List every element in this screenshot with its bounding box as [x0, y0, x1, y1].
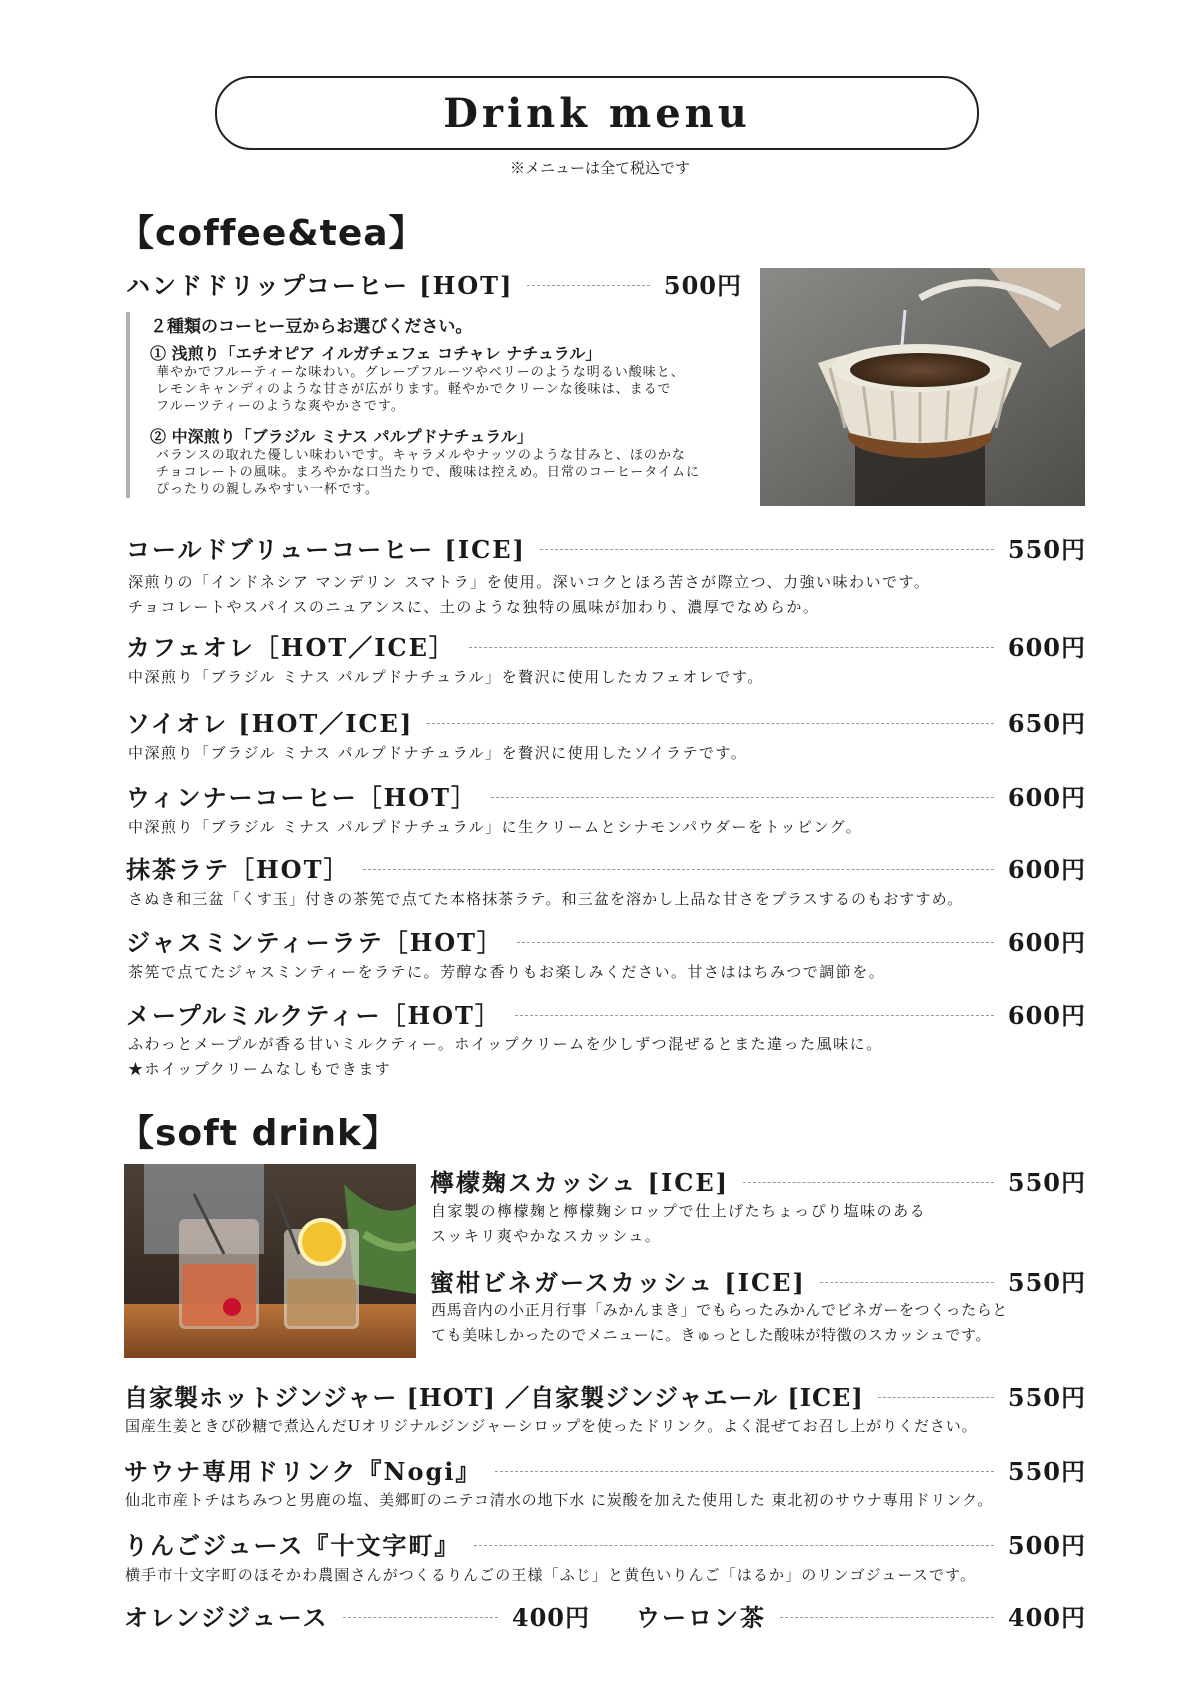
item-name: カフェオレ［HOT／ICE］ — [126, 633, 455, 662]
item-name: ウーロン茶 — [636, 1603, 766, 1632]
leader-line — [474, 1545, 994, 1546]
item-name: ウィンナーコーヒー［HOT］ — [126, 783, 478, 812]
menu-item-sauna-drink — [124, 1452, 1086, 1487]
menu-title: Drink menu — [443, 89, 751, 137]
desc-line: ても美味しかったのでメニューに。きゅっとした酸味が特徴のスカッシュです。 — [431, 1326, 991, 1344]
leader-line — [469, 647, 994, 648]
bean-choice-detail — [126, 312, 770, 498]
leader-line — [495, 1471, 994, 1472]
item-price: 600円 — [1007, 855, 1086, 884]
item-description: 茶筅で点てたジャスミンティーをラテに。芳醇な香りもお楽しみください。甘さははちみつで調節を。 — [128, 963, 886, 981]
menu-item-maple-milk-tea — [126, 996, 1086, 1031]
leader-line — [540, 549, 994, 550]
tax-note: ※メニューは全て税込です — [509, 159, 690, 177]
bean-choice-lead: ２種類のコーヒー豆からお選びください。 — [150, 317, 473, 337]
item-description — [128, 1032, 883, 1082]
item-name: 抹茶ラテ［HOT］ — [126, 855, 350, 884]
item-price: 600円 — [1007, 633, 1086, 662]
item-description: 国産生姜ときび砂糖で煮込んだUオリジナルジンジャーシロップを使ったドリンク。よく混ぜてお召し上がりください。 — [125, 1417, 978, 1435]
item-name: コールドブリューコーヒー [ICE] — [126, 535, 526, 564]
item-price: 400円 — [511, 1603, 590, 1632]
menu-item-cafe-au-lait — [126, 628, 1086, 663]
leader-line — [515, 1015, 994, 1016]
menu-item-jasmine-latte — [126, 923, 1086, 958]
desc-line: ぴったりの親しみやすい一杯です。 — [156, 482, 379, 497]
menu-item-vienna-coffee — [126, 778, 1086, 813]
item-price: 500円 — [663, 271, 742, 300]
item-description — [431, 1298, 1008, 1348]
item-price: 600円 — [1007, 1001, 1086, 1030]
item-name: ジャスミンティーラテ［HOT］ — [126, 928, 504, 957]
pour-over-coffee-photo — [760, 268, 1085, 506]
leader-line — [780, 1617, 994, 1618]
item-description: 中深煎り「ブラジル ミナス パルプドナチュラル」を贅沢に使用したソイラテです。 — [128, 744, 748, 762]
desc-line: チョコレートやスパイスのニュアンスに、土のような独特の風味が加わり、濃厚でなめらか。 — [128, 598, 820, 616]
menu-item-ginger — [124, 1378, 1086, 1413]
desc-line: 自家製の檸檬麹と檸檬麹シロップで仕上げたちょっぴり塩味のある — [431, 1202, 927, 1220]
item-price: 550円 — [1007, 1457, 1086, 1486]
menu-item-matcha-latte — [126, 850, 1086, 885]
menu-item-orange-juice — [124, 1598, 590, 1633]
item-name: 自家製ホットジンジャー [HOT] ／自家製ジンジャエール [ICE] — [124, 1383, 864, 1412]
item-description — [431, 1199, 926, 1249]
item-price: 550円 — [1007, 1168, 1086, 1197]
item-name: ハンドドリップコーヒー [HOT] — [126, 271, 514, 300]
item-name: 蜜柑ビネガースカッシュ [ICE] — [430, 1268, 806, 1297]
item-price: 400円 — [1007, 1603, 1086, 1632]
desc-line: フルーツティーのような爽やかさです。 — [156, 399, 405, 414]
bean-option-desc — [150, 447, 770, 498]
item-description: 横手市十文字町のほそかわ農園さんがつくるりんごの王様「ふじ」と黄色いりんご「はるか」のリンゴジュースです。 — [125, 1566, 977, 1584]
item-name: ソイオレ [HOT／ICE] — [126, 709, 414, 738]
menu-item-oolong-tea — [636, 1598, 1086, 1633]
desc-line: ふわっとメープルが香る甘いミルクティー。ホイップクリームを少しずつ混ぜるとまた違った風味に。 — [128, 1035, 883, 1053]
menu-item-hand-drip — [126, 266, 742, 301]
item-name: りんごジュース『十文字町』 — [124, 1531, 461, 1560]
menu-item-apple-juice — [124, 1526, 1086, 1561]
desc-line: ★ホイップクリームなしもできます — [128, 1060, 392, 1078]
item-description: 中深煎り「ブラジル ミナス パルプドナチュラル」に生クリームとシナモンパウダーをトッピング。 — [128, 818, 863, 836]
item-price: 500円 — [1007, 1531, 1086, 1560]
item-description: 仙北市産トチはちみつと男鹿の塩、美郷町のニテコ清水の地下水 に炭酸を加えた使用した 東北初のサウナ専用ドリンク。 — [125, 1491, 994, 1509]
menu-title-box — [215, 76, 979, 150]
leader-line — [743, 1182, 994, 1183]
item-price: 650円 — [1007, 709, 1086, 738]
item-name: サウナ専用ドリンク『Nogi』 — [124, 1457, 482, 1486]
menu-item-cold-brew — [126, 530, 1086, 565]
item-name: メープルミルクティー［HOT］ — [126, 1001, 501, 1030]
item-price: 550円 — [1007, 1268, 1086, 1297]
item-description: さぬき和三盆「くす玉」付きの茶筅で点てた本格抹茶ラテ。和三盆を溶かし上品な甘さをプラスするのもおすすめ。 — [128, 890, 964, 908]
item-price: 600円 — [1007, 783, 1086, 812]
item-price: 550円 — [1007, 535, 1086, 564]
leader-line — [343, 1617, 498, 1618]
leader-line — [491, 797, 994, 798]
item-description — [128, 570, 930, 620]
item-description: 中深煎り「ブラジル ミナス パルプドナチュラル」を贅沢に使用したカフェオレです。 — [128, 668, 764, 686]
desc-line: 西馬音内の小正月行事「みかんまき」でもらったみかんでビネガーをつくったらと — [431, 1301, 1008, 1319]
desc-line: スッキリ爽やかなスカッシュ。 — [431, 1227, 662, 1245]
leader-line — [363, 869, 993, 870]
desc-line: 華やかでフルーティーな味わい。グレープフルーツやベリーのような明るい酸味と、 — [156, 365, 685, 380]
menu-item-mikan-vinegar-squash — [430, 1263, 1086, 1298]
desc-line: レモンキャンディのような甘さが広がります。軽やかでクリーンな後味は、まるで — [156, 382, 672, 397]
item-name: 檸檬麹スカッシュ [ICE] — [430, 1168, 729, 1197]
bean-option-desc — [150, 364, 770, 415]
leader-line — [427, 723, 994, 724]
item-price: 600円 — [1007, 928, 1086, 957]
desc-line: 深煎りの「インドネシア マンデリン スマトラ」を使用。深いコクとほろ苦さが際立つ、力強い味わいです。 — [128, 573, 931, 591]
desc-line: チョコレートの風味。まろやかな口当たりで、酸味は控えめ。日常のコーヒータイムに — [156, 465, 701, 480]
soft-drink-section-header: 【soft drink】 — [118, 1113, 399, 1154]
menu-item-lemon-koji-squash — [430, 1163, 1086, 1198]
squash-drinks-photo — [124, 1164, 416, 1358]
item-name: オレンジジュース — [124, 1603, 329, 1632]
coffee-section-header: 【coffee&tea】 — [118, 213, 426, 254]
item-price: 550円 — [1007, 1383, 1086, 1412]
bean-option-title: ② 中深煎り「ブラジル ミナス パルプドナチュラル」 — [150, 427, 533, 446]
desc-line: バランスの取れた優しい味わいです。キャラメルやナッツのような甘みと、ほのかな — [156, 448, 686, 463]
bean-option-title: ① 浅煎り「エチオピア イルガチェフェ コチャレ ナチュラル」 — [150, 344, 602, 363]
leader-line — [527, 285, 650, 286]
leader-line — [820, 1282, 994, 1283]
leader-line — [878, 1397, 994, 1398]
leader-line — [517, 942, 994, 943]
menu-item-soy-au-lait — [126, 704, 1086, 739]
